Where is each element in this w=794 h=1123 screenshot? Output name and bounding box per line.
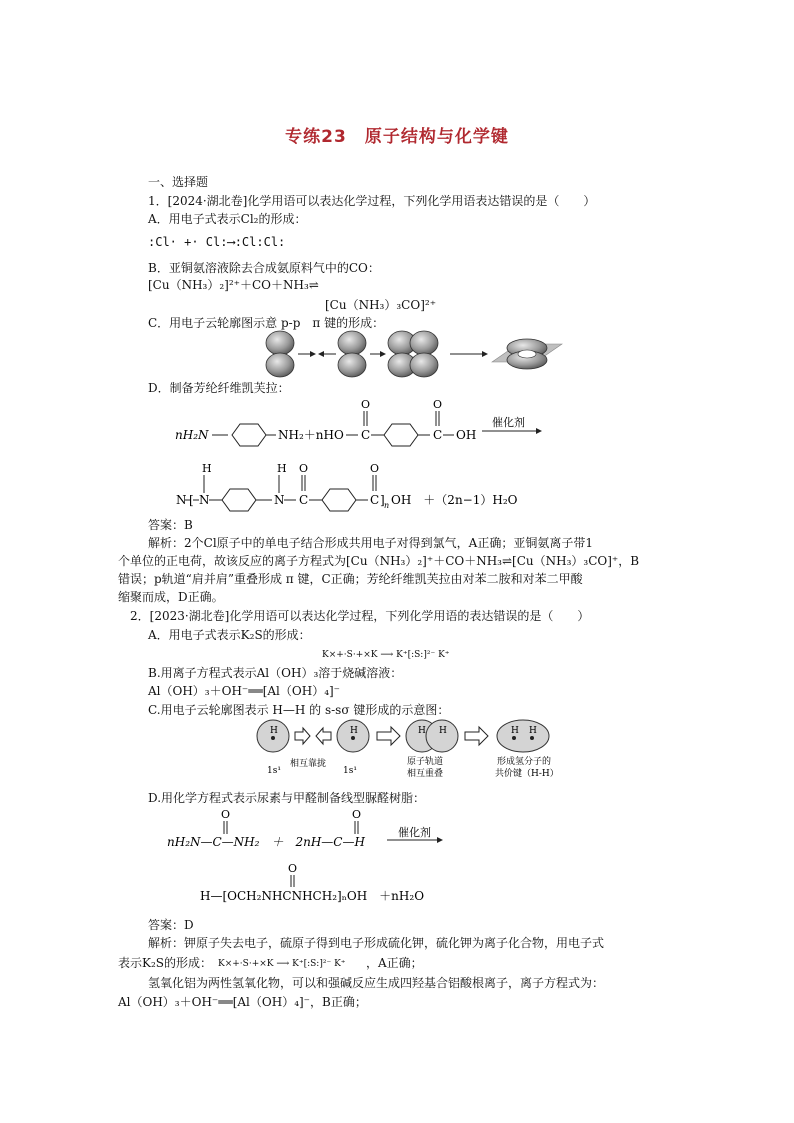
sigma-label-approach: 相互靠拢: [290, 759, 327, 769]
q1-option-c: C．用电子云轮廓图示意 p-p π 键的形成：: [148, 316, 385, 330]
urea-reactants-figure: [165, 806, 455, 850]
q2-explanation-2a: 表示K₂S的形成：: [118, 956, 212, 970]
svg-text:C: C: [433, 428, 443, 442]
kevlar-p2: OH ＋（2n−1）H₂O: [391, 493, 518, 507]
q2-option-a: A．用电子式表示K₂S的形成：: [148, 628, 311, 642]
q2-explanation-3: 氢氧化铝为两性氢氧化物，可以和强碱反应生成四羟基合铝酸根离子，离子方程式为：: [148, 976, 605, 990]
svg-text:H: H: [277, 462, 287, 475]
kevlar-r3: OH: [456, 428, 477, 442]
q1-explanation-3: 错误；p轨道“肩并肩”重叠形成 π 键，C正确；芳纶纤维凯芙拉由对苯二胺和对苯二甲酸: [118, 572, 583, 586]
svg-text:]: ]: [380, 493, 385, 507]
q2-explanation-1: 解析：钾原子失去电子，硫原子得到电子形成硫化钾，硫化钾为离子化合物，用电子式: [148, 936, 605, 950]
q2-option-d: D.用化学方程式表示尿素与甲醛制备线型脲醛树脂：: [148, 791, 426, 805]
svg-text:H: H: [511, 726, 519, 736]
svg-text:C: C: [299, 493, 309, 507]
q1-b-equation: [Cu（NH₃）₂]²⁺＋CO＋NH₃⇌: [148, 278, 319, 292]
sigma-label-molecule-b: 共价键（H-H）: [495, 769, 559, 779]
urea-o1: O: [221, 808, 231, 821]
kevlar-reactants-figure: [170, 398, 550, 452]
kevlar-h1: H: [202, 462, 212, 475]
svg-text:C: C: [370, 493, 380, 507]
svg-text:[: [: [189, 493, 194, 507]
q1-explanation-4: 缩聚而成，D正确。: [118, 590, 224, 604]
q1-b-product: [Cu（NH₃）₃CO]²⁺: [325, 298, 437, 312]
q1-a-electron-formula: :Cl· +· Cl:⟶:Cl:Cl:: [148, 235, 286, 249]
kevlar-catalyst: 催化剂: [492, 416, 525, 429]
section-heading: 一、选择题: [148, 175, 209, 189]
svg-text:H: H: [418, 726, 426, 736]
svg-text:N: N: [274, 493, 285, 507]
svg-text:O: O: [288, 862, 298, 875]
svg-text:N: N: [199, 493, 210, 507]
svg-text:O: O: [370, 462, 380, 475]
sigma-bond-orbital-figure: [255, 718, 595, 782]
q1-option-a: A．用电子式表示Cl₂的形成：: [148, 212, 307, 226]
q1-option-d: D．制备芳纶纤维凯芙拉：: [148, 381, 290, 395]
kevlar-product-figure: [172, 460, 552, 514]
pi-bond-orbital-figure: [260, 330, 570, 378]
sigma-label-molecule-a: 形成氢分子的: [497, 757, 552, 767]
q1-stem: 1．[2024·湖北卷]化学用语可以表达化学过程，下列化学用语表达错误的是（ ）: [148, 194, 596, 208]
svg-text:H: H: [350, 726, 358, 736]
svg-text:O: O: [433, 398, 443, 411]
svg-text:H: H: [439, 726, 447, 736]
svg-text:n: n: [384, 501, 390, 510]
kevlar-r2: NH₂＋nHO: [278, 428, 344, 442]
q2-option-c: C.用电子云轮廓图表示 H—H 的 s-sσ 键形成的示意图：: [148, 703, 450, 717]
q1-explanation-2: 个单位的正电荷，故该反应的离子方程式为[Cu（NH₃）₂]⁺＋CO＋NH₃⇌[Cu（NH₃）₃CO]⁺，B: [118, 554, 640, 568]
q2-answer: 答案：D: [148, 918, 194, 932]
svg-text:O: O: [352, 808, 362, 821]
urea-product: H—[OCH₂NHCNHCH₂]ₙOH ＋nH₂O: [200, 889, 425, 903]
q2-explanation-k2s: K⨯+·S·+⨯K ⟶ K⁺[:S:]²⁻ K⁺: [218, 959, 346, 969]
sigma-label-1s-a: 1s¹: [267, 766, 281, 776]
svg-text:H: H: [529, 726, 537, 736]
page-title: 专练23 原子结构与化学键: [285, 127, 509, 147]
q1-explanation-1: 解析：2个Cl原子中的单电子结合形成共用电子对得到氯气，A正确；亚铜氨离子带1: [148, 536, 593, 550]
urea-reactants: nH₂N—C—NH₂ ＋ 2nH—C—H: [167, 835, 365, 849]
svg-text:C: C: [361, 428, 371, 442]
svg-text:O: O: [299, 462, 309, 475]
q2-explanation-4: Al（OH）₃＋OH⁻══[Al（OH）₄]⁻，B正确；: [118, 995, 367, 1009]
q1-option-b: B．亚铜氨溶液除去合成氨原料气中的CO：: [148, 261, 380, 275]
q1-answer: 答案：B: [148, 518, 193, 532]
q2-b-equation: Al（OH）₃＋OH⁻══[Al（OH）₄]⁻: [148, 684, 341, 698]
q2-k2s-electron-formula: K⨯+·S·+⨯K ⟶ K⁺[:S:]²⁻ K⁺: [322, 650, 450, 660]
sigma-label-overlap-a: 原子轨道: [407, 757, 444, 767]
svg-text:N: N: [176, 493, 187, 507]
q2-stem: 2．[2023·湖北卷]化学用语可以表达化学过程，下列化学用语的表达错误的是（ ）: [130, 609, 590, 623]
q2-explanation-2b: ，A正确；: [366, 956, 423, 970]
urea-catalyst: 催化剂: [398, 826, 431, 839]
q2-option-b: B.用离子方程式表示Al（OH）₃溶于烧碱溶液：: [148, 666, 403, 680]
sigma-h1: H: [270, 726, 278, 736]
kevlar-r1: nH₂N: [175, 428, 209, 442]
svg-text:O: O: [361, 398, 371, 411]
sigma-label-1s-b: 1s¹: [343, 766, 357, 776]
urea-product-figure: [198, 860, 468, 906]
sigma-label-overlap-b: 相互重叠: [407, 769, 444, 779]
